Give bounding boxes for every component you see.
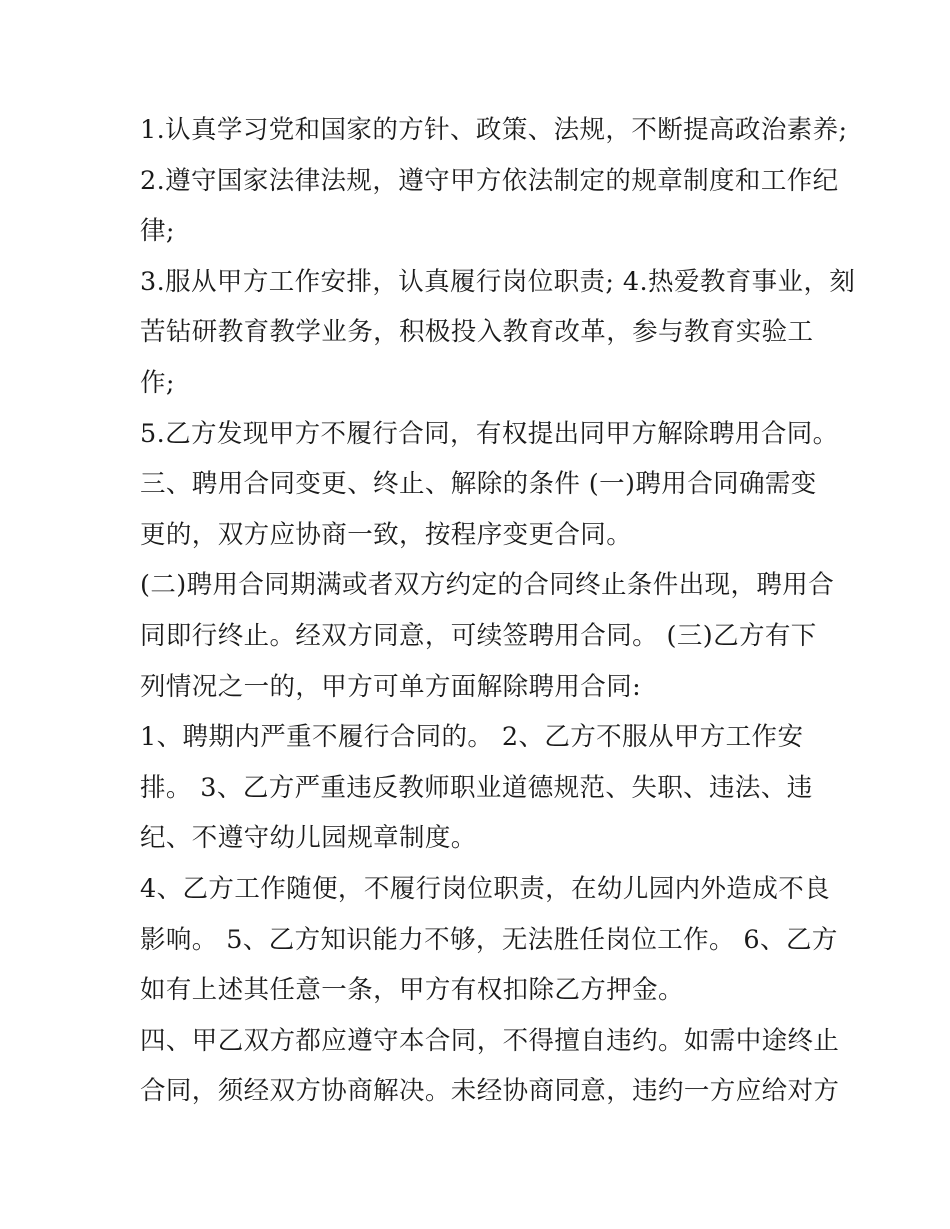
- text-line: 4、乙方工作随便，不履行岗位职责，在幼儿园内外造成不良: [140, 874, 831, 904]
- text-line: 2.遵守国家法律法规，遵守甲方依法制定的规章制度和工作纪: [140, 165, 839, 196]
- text-line: 作;: [140, 368, 175, 398]
- text-line: 排。 3、乙方严重违反教师职业道德规范、失职、违法、违: [140, 772, 813, 803]
- text-line: 律;: [140, 216, 175, 247]
- text-line: 三、聘用合同变更、终止、解除的条件 (一)聘用合同确需变: [140, 469, 817, 500]
- text-line: 纪、不遵守幼儿园规章制度。: [140, 823, 477, 854]
- text-line: 1、聘期内严重不履行合同的。 2、乙方不服从甲方工作安: [140, 722, 804, 753]
- text-line: 四、甲乙双方都应遵守本合同，不得擅自违约。如需中途终止: [140, 1025, 840, 1056]
- text-line: 1.认真学习党和国家的方针、政策、法规，不断提高政治素养;: [140, 115, 848, 145]
- text-line: (二)聘用合同期满或者双方约定的合同终止条件出现，聘用合: [140, 570, 835, 601]
- text-line: 如有上述其任意一条，甲方有权扣除乙方押金。: [140, 975, 684, 1006]
- text-line: 影响。 5、乙方知识能力不够，无法胜任岗位工作。 6、乙方: [140, 924, 838, 955]
- text-line: 3.服从甲方工作安排，认真履行岗位职责; 4.热爱教育事业，刻: [140, 266, 856, 297]
- text-line: 同即行终止。经双方同意，可续签聘用合同。 (三)乙方有下: [140, 621, 817, 651]
- text-line: 苦钻研教育教学业务，积极投入教育改革，参与教育实验工: [140, 317, 814, 348]
- text-line: 更的，双方应协商一致，按程序变更合同。: [140, 519, 633, 550]
- text-line: 5.乙方发现甲方不履行合同，有权提出同甲方解除聘用合同。: [140, 418, 839, 449]
- text-line: 合同，须经双方协商解决。未经协商同意，违约一方应给对方: [140, 1076, 840, 1107]
- text-line: 列情况之一的，甲方可单方面解除聘用合同:: [140, 671, 642, 702]
